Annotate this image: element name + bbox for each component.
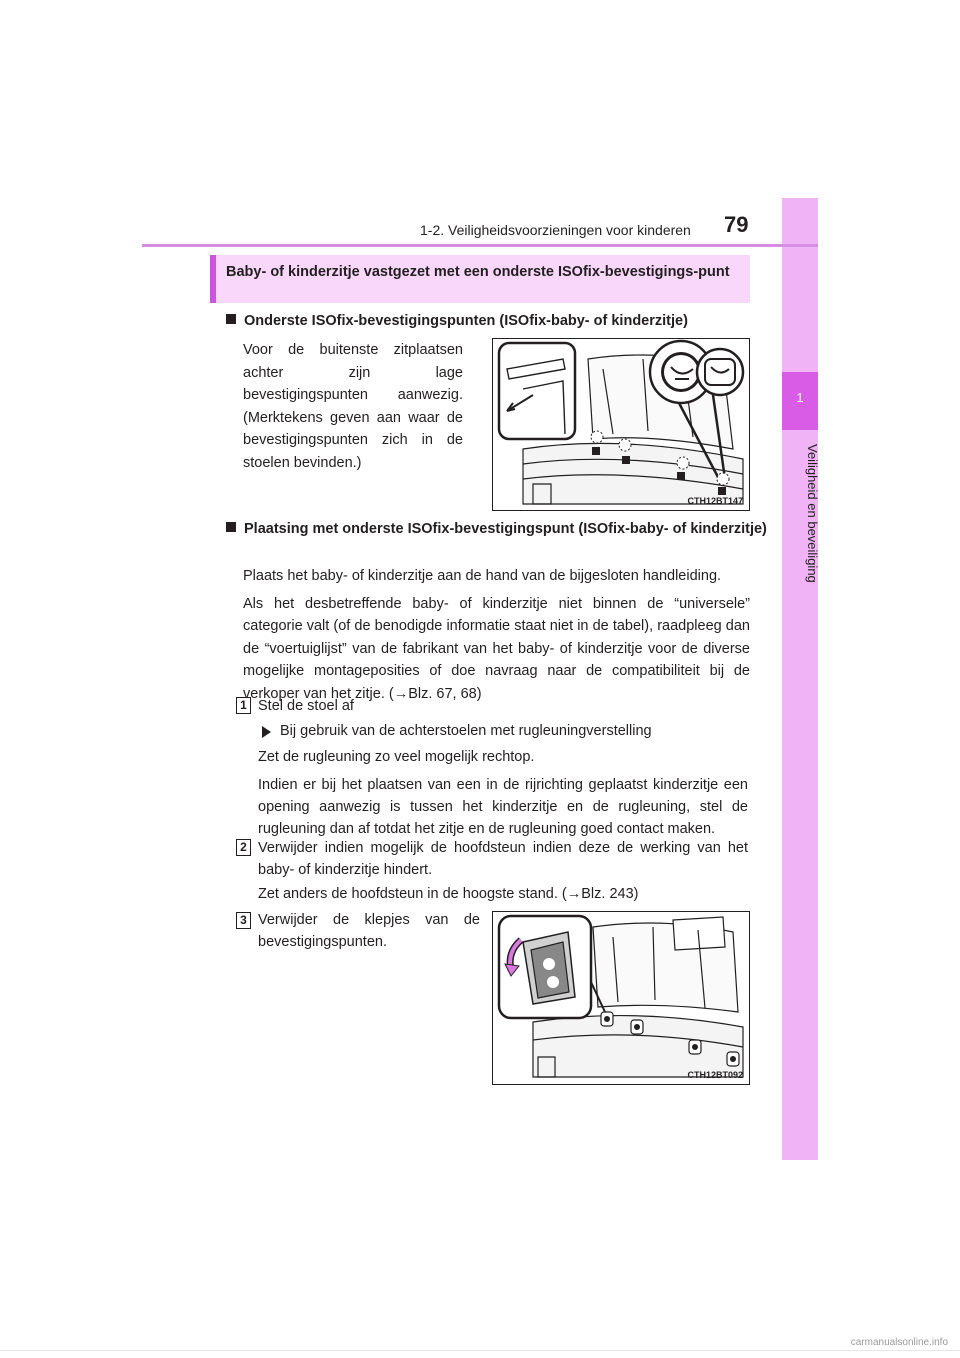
square-bullet-icon bbox=[226, 522, 236, 532]
square-bullet-icon bbox=[226, 314, 236, 324]
side-tab-label: Veiligheid en beveiliging bbox=[805, 443, 820, 583]
subsection-heading-1 bbox=[226, 310, 756, 332]
step-2-number: 2 bbox=[236, 839, 251, 856]
figure-remove-covers bbox=[492, 911, 750, 1085]
footer-rule bbox=[0, 1350, 960, 1351]
figure-code: CTH12BT147 bbox=[687, 496, 743, 506]
sub2-paragraph-1: Plaats het baby- of kinderzitje aan de hand van de bijgesloten handleiding. bbox=[243, 568, 722, 584]
step-3-text: Verwijder de klepjes van de bevestigingspunten. bbox=[258, 912, 480, 950]
step-1-bullet: Bij gebruik van de achterstoelen met rugleuningverstelling bbox=[280, 723, 652, 739]
figure-code: CTH12BT092 bbox=[687, 1070, 743, 1080]
triangle-bullet-icon bbox=[262, 726, 271, 738]
step-1-number: 1 bbox=[236, 697, 251, 714]
sub1-body: Voor de buitenste zitplaatsen achter zijn lage bevestigingspunten aanwezig. (Merktekens geven aan waar de bevestigingspunten zich in de stoelen bevinden.) bbox=[243, 342, 463, 471]
subsection-heading-1-text: Onderste ISOfix-bevestigingspunten (ISOfix-baby- of kinderzitje) bbox=[244, 313, 688, 329]
figure-isofix-anchors bbox=[492, 338, 750, 511]
side-tab bbox=[782, 198, 818, 1160]
page-number: 79 bbox=[724, 212, 749, 237]
header-rule bbox=[142, 244, 818, 247]
step-1-paragraph-2: Indien er bij het plaatsen van een in de rijrichting geplaatst kinderzitje een opening aanwezig is tussen het kinderzitje en de rugleuning, stel de rugleuning dan af totdat het zitje en de rugleuning goed contact maken. bbox=[258, 777, 748, 837]
step-3-number: 3 bbox=[236, 912, 251, 929]
footer-watermark: carmanualsonline.info bbox=[850, 1337, 948, 1348]
subsection-heading-2 bbox=[226, 518, 768, 540]
step-1-paragraph-1: Zet de rugleuning zo veel mogelijk rechtop. bbox=[258, 749, 535, 765]
rear-seat-illustration bbox=[493, 339, 749, 510]
side-tab-number: 1 bbox=[796, 390, 804, 405]
cover-removal-illustration bbox=[493, 912, 749, 1084]
step-2-paragraph-1: Zet anders de hoofdsteun in de hoogste stand. (→Blz. 243) bbox=[258, 886, 639, 902]
section-title: Baby- of kinderzitje vastgezet met een onderste ISOfix-bevestigings-punt bbox=[210, 255, 750, 303]
header-title: 1-2. Veiligheidsvoorzieningen voor kinderen bbox=[420, 222, 691, 238]
sub2-paragraph-2: Als het desbetreffende baby- of kinderzitje niet binnen de “universele” categorie valt (of de benodigde informatie staat niet in de tabel), raadpleeg dan de “voertuiglijst” van de fabrikant van het baby- of kinderzitje voor de diverse mogelijke montageposities of doe navraag naar de compatibiliteit bij de verkoper van het zitje. (→Blz. 67, 68) bbox=[243, 596, 750, 702]
step-1-text: Stel de stoel af bbox=[258, 698, 354, 714]
step-2-text: Verwijder indien mogelijk de hoofdsteun indien deze de werking van het baby- of kinderzitje hindert. bbox=[258, 840, 748, 878]
subsection-heading-2-text: Plaatsing met onderste ISOfix-bevestigingspunt (ISOfix-baby- of kinderzitje) bbox=[244, 521, 767, 537]
